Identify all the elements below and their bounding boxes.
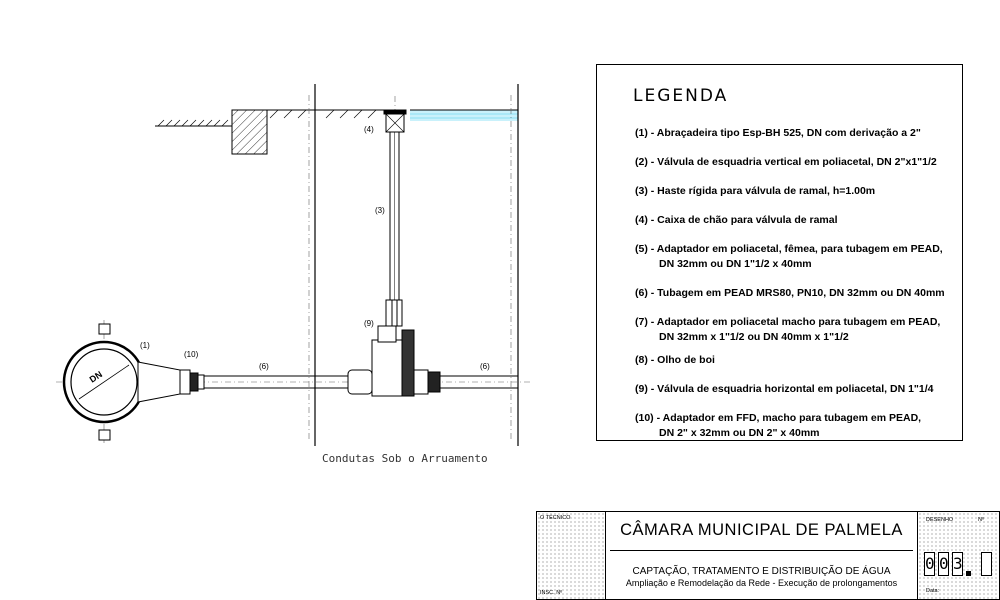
callout-9: (9) [364, 319, 374, 328]
municipality-name: CÂMARA MUNICIPAL DE PALMELA [620, 521, 903, 539]
surface-box [384, 110, 406, 132]
numero-label: Nº [978, 517, 984, 523]
callout-10: (10) [184, 350, 199, 359]
department-name: CAPTAÇÃO, TRATAMENTO E DISTRIBUIÇÃO DE ÁGUA [632, 566, 891, 577]
legend-item: (4) - Caixa de chão para válvula de ramal [635, 214, 838, 226]
drawing-caption: Condutas Sob o Arruamento [322, 452, 488, 465]
callout-1: (1) [140, 341, 150, 350]
legend-item: (2) - Válvula de esquadria vertical em poliacetal, DN 2"x1"1/2 [635, 156, 937, 168]
desenho-label: DESENHO [926, 517, 954, 523]
legend-item: (3) - Haste rígida para válvula de ramal, h=1.00m [635, 185, 876, 197]
callout-6-left: (6) [259, 362, 269, 371]
main-pipe-section [64, 324, 144, 440]
tecnico-label: O TÉCNICO [540, 515, 571, 521]
legend-item: (8) - Olho de boi [635, 354, 715, 366]
pipe-dn-label: DN [87, 369, 105, 385]
ground-section [155, 110, 518, 154]
project-name: Ampliação e Remodelação da Rede - Execução de prolongamentos [625, 578, 898, 588]
legend-item: (1) - Abraçadeira tipo Esp-BH 525, DN com derivação a 2" [635, 127, 921, 139]
drawing-digit: 3 [952, 552, 963, 576]
valve-rod [390, 132, 399, 300]
legend-item: (10) - Adaptador em FFD, macho para tubagem em PEAD, DN 2" x 32mm ou DN 2" x 40mm [635, 412, 922, 439]
legend-box [596, 64, 963, 441]
valve-assembly [348, 300, 440, 396]
digit-dot [966, 571, 971, 576]
legend-items [635, 126, 975, 441]
legend-item: (5) - Adaptador em poliacetal, fêmea, para tubagem em PEAD, DN 32mm ou DN 1"1/2 x 40mm [635, 243, 943, 270]
callout-6-right: (6) [480, 362, 490, 371]
legend-item: (7) - Adaptador em poliacetal macho para tubagem em PEAD, DN 32mm x 1"1/2 ou DN 40mm x 1"1/2 [635, 316, 941, 343]
tecnico-cell [536, 511, 606, 600]
title-cell [605, 511, 918, 600]
drawing-digit: 0 [924, 552, 935, 576]
legend-title: LEGENDA [633, 86, 729, 106]
callout-3: (3) [375, 206, 385, 215]
drawing-digit: 0 [938, 552, 949, 576]
saddle-clamp [138, 362, 204, 402]
legend-item: (9) - Válvula de esquadria horizontal em poliacetal, DN 1"1/4 [635, 383, 934, 395]
drawing-digit [981, 552, 992, 576]
data-label: Data: [926, 588, 940, 594]
legend-item: (6) - Tubagem em PEAD MRS80, PN10, DN 32mm ou DN 40mm [635, 287, 945, 299]
insc-label: INSC. Nº [540, 590, 563, 596]
callout-4: (4) [364, 125, 374, 134]
